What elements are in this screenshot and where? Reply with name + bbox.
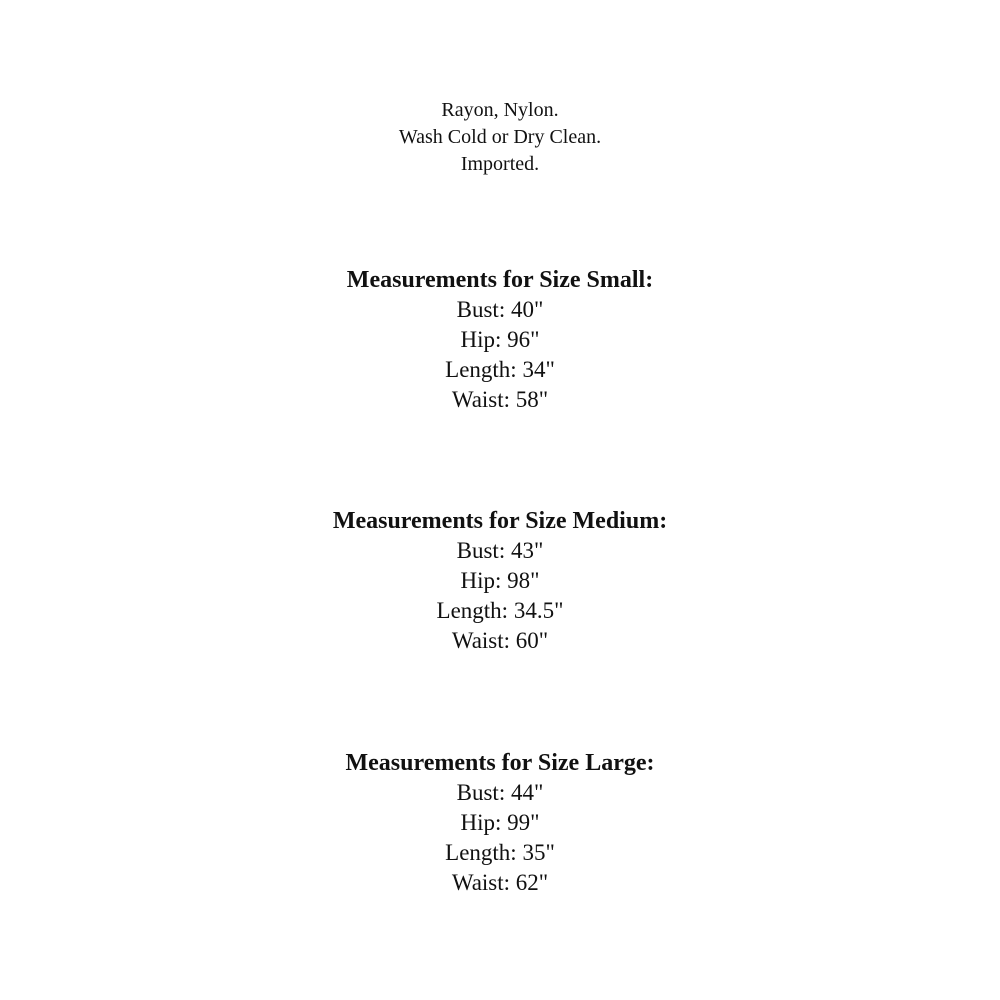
waist-measurement: Waist: 58" bbox=[451, 387, 549, 412]
length-measurement: Length: 34.5" bbox=[436, 598, 564, 623]
waist-measurement: Waist: 62" bbox=[451, 870, 549, 895]
bust-measurement: Bust: 43" bbox=[456, 538, 544, 563]
origin-text: Imported. bbox=[460, 153, 540, 175]
length-measurement: Length: 35" bbox=[445, 840, 555, 865]
size-small-measurements bbox=[0, 265, 1000, 415]
bust-measurement: Bust: 44" bbox=[456, 780, 544, 805]
size-heading: Measurements for Size Medium: bbox=[332, 508, 668, 534]
size-heading: Measurements for Size Large: bbox=[345, 750, 655, 776]
bust-measurement: Bust: 40" bbox=[456, 297, 544, 322]
hip-measurement: Hip: 99" bbox=[460, 810, 540, 835]
hip-measurement: Hip: 96" bbox=[460, 327, 540, 352]
washing-instructions: Wash Cold or Dry Clean. bbox=[398, 126, 602, 148]
waist-measurement: Waist: 60" bbox=[451, 628, 549, 653]
care-info bbox=[0, 97, 1000, 178]
materials-text: Rayon, Nylon. bbox=[441, 99, 559, 121]
size-heading: Measurements for Size Small: bbox=[346, 267, 654, 293]
size-large-measurements bbox=[0, 748, 1000, 898]
hip-measurement: Hip: 98" bbox=[460, 568, 540, 593]
size-medium-measurements bbox=[0, 506, 1000, 656]
length-measurement: Length: 34" bbox=[445, 357, 555, 382]
